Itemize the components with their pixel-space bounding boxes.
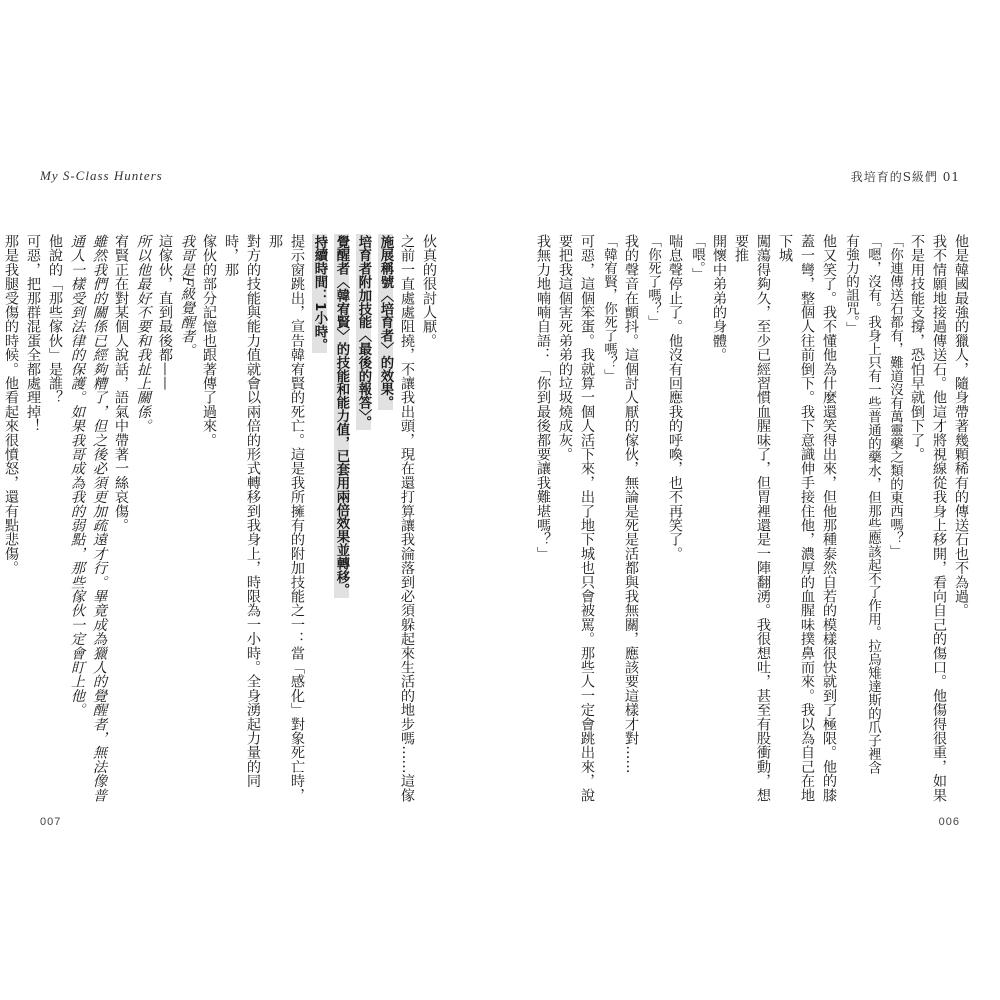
paragraph: 那是我腿受傷的時候。他看起來很憤怒，還有點悲傷。 [3, 234, 19, 575]
system-message [308, 234, 330, 814]
paragraph: 伙真的很討人厭。 [421, 234, 437, 348]
dialogue-line: 「韓宥賢，你死了嗎？」 [601, 234, 617, 383]
paragraph: 我無力地喃喃自語：「你到最後都要讓我難堪嗎？」 [535, 234, 551, 561]
system-message-text: 培育者附加技能〈最後的報答〉。 [356, 235, 371, 430]
system-message [352, 234, 374, 814]
paragraph: 要把我這個害死弟弟的垃圾燒成灰。 [557, 234, 573, 462]
paragraph: 之前一直處處阻撓，不讓我出頭，現在還打算讓我淪落到必須躲起來生活的地步嗎……這傢 [399, 234, 415, 802]
dialogue-line: 「你死了嗎？」 [645, 234, 661, 329]
paragraph: 不是用技能支撐，恐怕早就倒下了。 [909, 234, 925, 462]
memory-line: 我哥是F級覺醒者。 [179, 234, 195, 358]
paragraph: 宥賢正在對某個人說話，語氣中帶著一絲哀傷。 [113, 234, 129, 533]
memory-line: 所以他最好不要和我扯上關係。 [135, 234, 151, 433]
paragraph: 開懷中弟弟的身體。 [711, 234, 727, 362]
paragraph: 我的聲音在顫抖。這個討人厭的傢伙，無論是死是活都與我無關，應該要這樣才對…… [623, 234, 639, 774]
system-message-text: 持續時間：1小時。 [312, 235, 327, 352]
system-message-text: 覺醒者〈韓宥賢〉的技能和能力值，已套用兩倍效果並轉移。 [334, 235, 349, 597]
memory-line: 通人一樣受到法律的保護。如果我哥成為我的弱點，那些傢伙一定會盯上他。 [69, 234, 85, 717]
paragraph: 傢伙的部分記憶也跟著傳了過來。 [201, 234, 217, 447]
left-page-text [3, 234, 440, 814]
right-page [500, 0, 1000, 1000]
paragraph: 提示窗跳出，宣告韓宥賢的死亡。這是我所擁有的附加技能之一：當「感化」對象死亡時，那 [267, 234, 305, 802]
paragraph: 他是韓國最強的獵人，隨身帶著幾顆稀有的傳送石也不為過。 [953, 234, 969, 618]
book-title-header: 我培育的S級們 01 [850, 170, 960, 184]
dialogue-line: 「你連傳送石都有，難道沒有萬靈藥之類的東西嗎？」 [887, 234, 903, 558]
paragraph: 可惡，把那群混蛋全都處理掉！ [25, 234, 41, 433]
system-message-text: 施展稱號〈培育者〉的效果。 [378, 235, 393, 410]
memory-line: 雖然我們的關係已經夠糟了，但之後必須更加疏遠才行。畢竟成為獵人的覺醒者，無法像普 [91, 234, 107, 802]
paragraph: 蓋一彎，整個人往前倒下。我下意識伸手接住他，濃厚的血腥味撲鼻而來。我以為自己在地下城 [777, 234, 815, 802]
paragraph: 他又笑了。我不懂他為什麼還笑得出來，但他那種泰然自若的模樣很快就到了極限。他的膝 [821, 234, 837, 802]
paragraph: 可惡，這個笨蛋。我就算一個人活下來，出了地下城也只會被罵。那些人一定會跳出來，說 [579, 234, 595, 802]
page-number: 006 [938, 816, 960, 828]
paragraph: 這傢伙，直到最後都—— [157, 234, 173, 391]
page-number: 007 [40, 816, 62, 828]
dialogue-line: 「喂。」 [689, 234, 705, 282]
paragraph: 對方的技能與能力值就會以兩倍的形式轉移到我身上，時限為一小時。全身湧起力量的同時，那 [223, 234, 261, 788]
system-message [374, 234, 396, 814]
right-page-text [522, 234, 972, 814]
series-title-header: My S-Class Hunters [40, 168, 163, 183]
paragraph: 喘息聲停止了。他沒有回應我的呼喚，也不再笑了。 [667, 234, 683, 561]
paragraph: 他說的「那些傢伙」是誰？ [47, 234, 63, 405]
paragraph: 我不情願地接過傳送石。他這才將視線從我身上移開，看向自己的傷口。他傷得很重，如果 [931, 234, 947, 802]
system-message [330, 234, 352, 814]
paragraph: 闖蕩得夠久，至少已經習慣血腥味了，但胃裡還是一陣翻湧。我很想吐，甚至有股衝動，想要推 [733, 234, 771, 802]
dialogue-line: 「嗯，沒有。我身上只有一些普通的藥水，但那些應該起不了作用。拉烏雉達斯的爪子裡含 [865, 234, 881, 774]
dialogue-line: 有強力的詛咒。」 [843, 234, 859, 336]
